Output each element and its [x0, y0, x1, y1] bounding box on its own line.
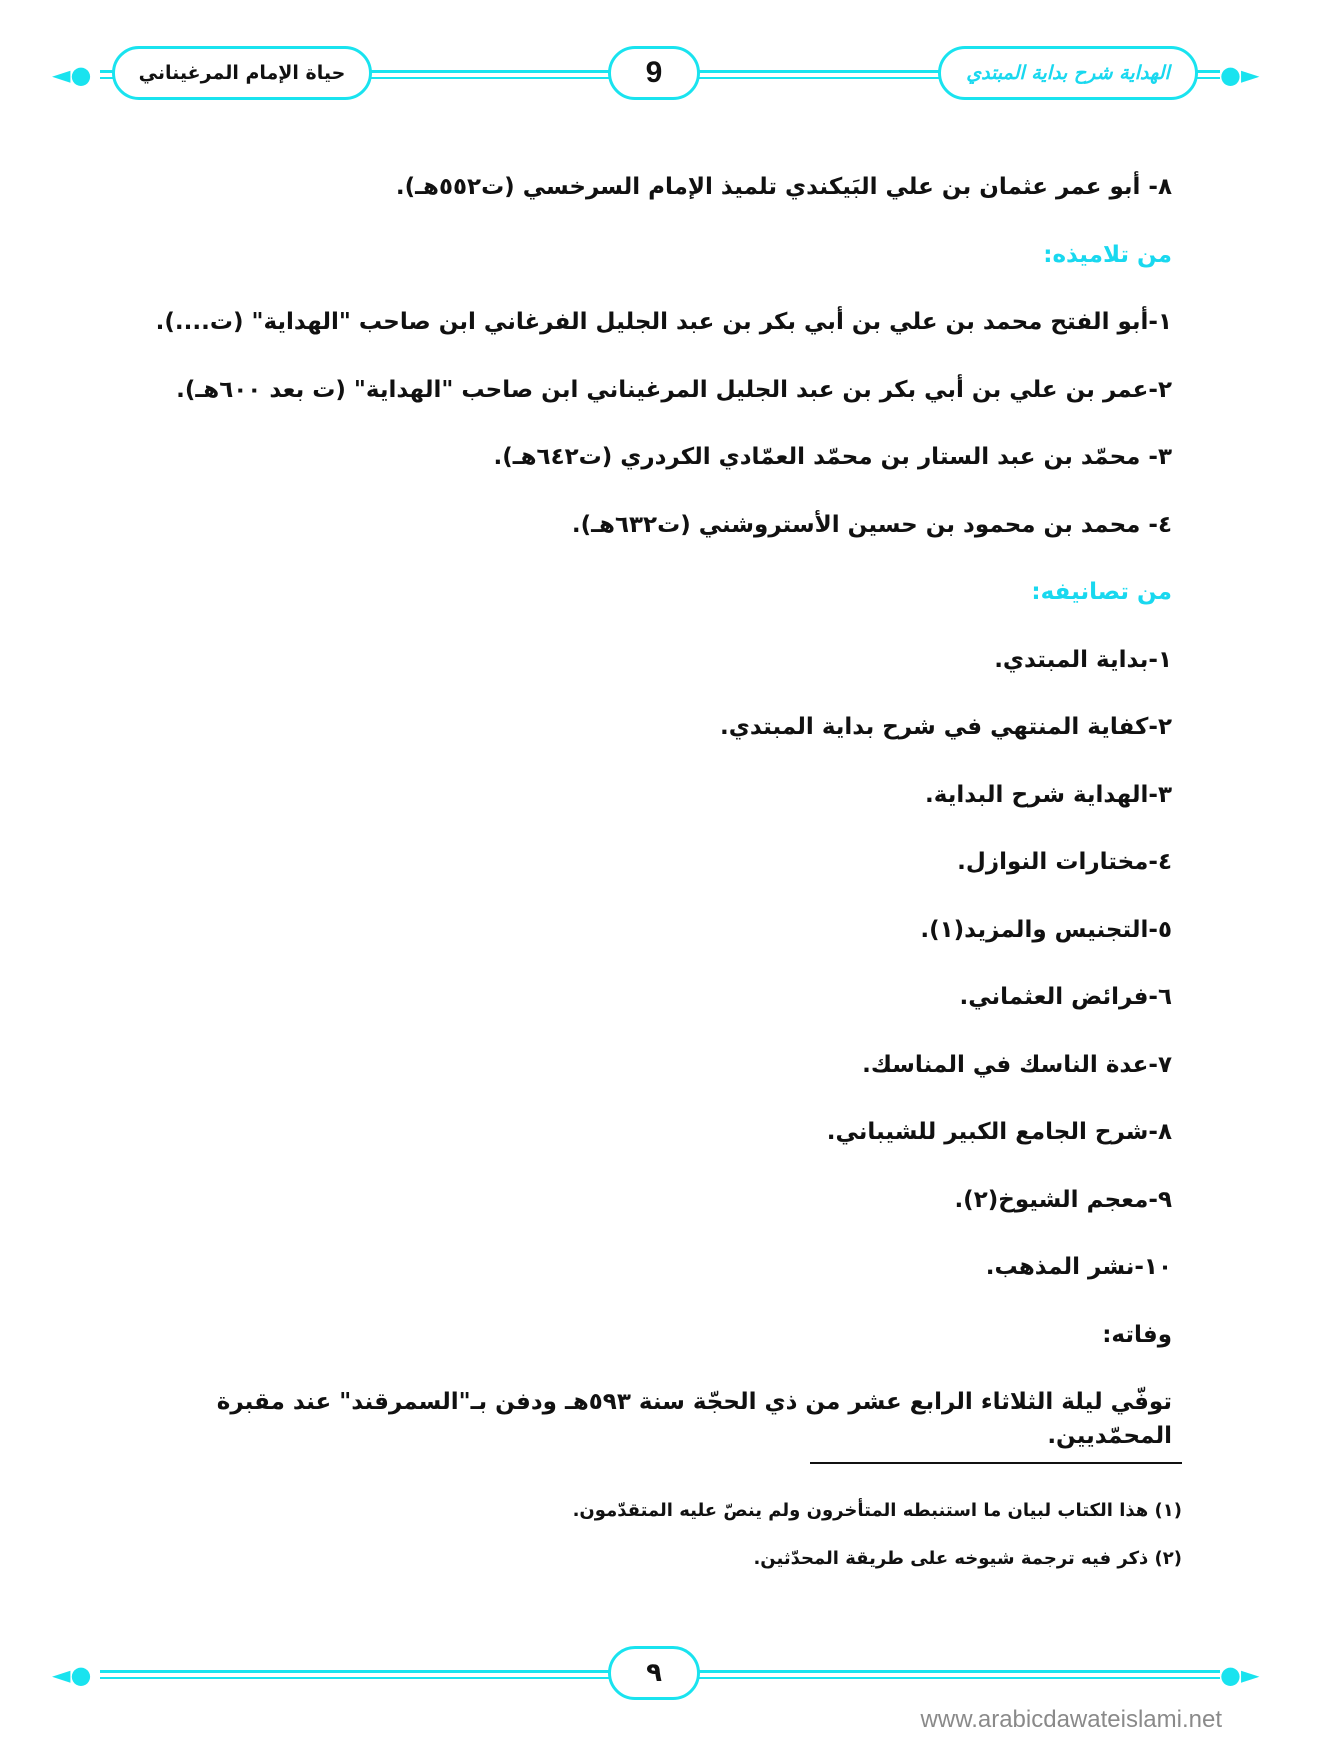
text-line: ٨-شرح الجامع الكبير للشيباني. [826, 1119, 1172, 1145]
text-line: ٣- محمّد بن عبد الستار بن محمّد العمّادي الكردري (ت٦٤٢هـ). [493, 444, 1172, 470]
text-line: ٥-التجنيس والمزيد(١). [920, 916, 1172, 943]
page-header [0, 46, 1320, 106]
text-line: ٨- أبو عمر عثمان بن علي البَيكندي تلميذ الإمام السرخسي (ت٥٥٢هـ). [395, 174, 1172, 200]
footer-page-number: ٩ [608, 1646, 700, 1700]
text-line: ٣-الهداية شرح البداية. [925, 781, 1172, 808]
section-heading: وفاته: [1102, 1321, 1172, 1348]
section-heading: من تلاميذه: [1043, 241, 1172, 268]
page-body [130, 170, 1172, 1453]
text-line: ٢-عمر بن علي بن أبي بكر بن عبد الجليل المرغيناني ابن صاحب "الهداية" (ت بعد ٦٠٠هـ). [176, 376, 1172, 403]
text-line: ١-أبو الفتح محمد بن علي بن أبي بكر بن عبد الجليل الفرغاني ابن صاحب "الهداية" (ت....). [155, 309, 1172, 335]
footnote-1: (١) هذا الكتاب لبيان ما استنبطه المتأخرون ولم ينصّ عليه المتقدّمون. [572, 1500, 1182, 1521]
website-url[interactable]: www.arabicdawateislami.net [920, 1706, 1222, 1733]
text-line: ٦-فرائض العثماني. [959, 984, 1172, 1010]
text-line: ٧-عدة الناسك في المناسك. [862, 1051, 1172, 1078]
chapter-title: حياة الإمام المرغيناني [112, 46, 372, 100]
page-number: 9 [608, 46, 700, 100]
text-line: ٤- محمد بن محمود بن حسين الأستروشني (ت٦٣٢هـ). [571, 511, 1172, 538]
text-line: ٤-مختارات النوازل. [957, 849, 1172, 875]
text-line: ١٠-نشر المذهب. [985, 1254, 1172, 1280]
footnote-separator [810, 1462, 1182, 1464]
ornament-left-icon: ◄● [52, 1661, 92, 1689]
section-heading: من تصانيفه: [1031, 579, 1172, 605]
ornament-right-icon: ●► [1220, 61, 1260, 89]
ornament-left-icon: ◄● [52, 61, 92, 89]
ornament-right-icon: ●► [1220, 1661, 1260, 1689]
text-line: ٩-معجم الشيوخ(٢). [954, 1186, 1172, 1213]
footnote-2: (٢) ذكر فيه ترجمة شيوخه على طريقة المحدّثين. [753, 1548, 1182, 1569]
text-line: توفّي ليلة الثلاثاء الرابع عشر من ذي الحجّة سنة ٥٩٣هـ ودفن بـ"السمرقند" عند مقبرة المحمّديين. [216, 1389, 1172, 1449]
text-line: ٢-كفاية المنتهي في شرح بداية المبتدي. [720, 714, 1172, 740]
text-line: ١-بداية المبتدي. [994, 646, 1172, 673]
page-footer [0, 1646, 1320, 1706]
book-title: الهداية شرح بداية المبتدي [938, 46, 1198, 100]
